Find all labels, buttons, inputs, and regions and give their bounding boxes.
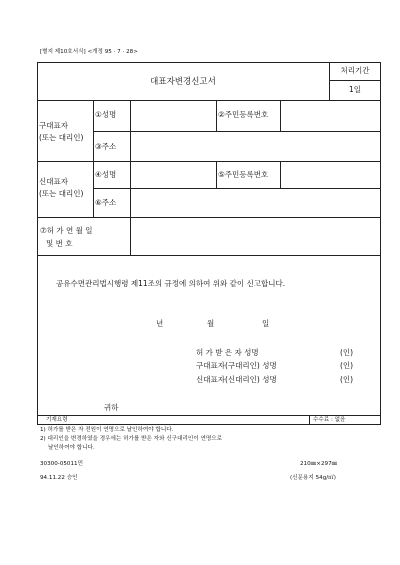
- old-rep-sublabel: (또는 대리인): [39, 133, 84, 142]
- notes-title: 기재요령: [46, 417, 68, 423]
- divider: [329, 80, 381, 81]
- old-rep-label: 구대표자: [39, 121, 68, 130]
- old-rep-id-field[interactable]: [281, 101, 380, 130]
- permit-number-label: 및 번 호: [46, 239, 73, 248]
- permit-date-label: ⑦허 가 연 월 일: [40, 226, 93, 235]
- signer-old-rep: 구대표자(구대리인) 성명: [196, 361, 277, 370]
- new-rep-address-label: ⑥주소: [95, 198, 117, 207]
- declaration-text: 공유수면관리법시행령 제11조의 규정에 의하여 위와 같이 신고합니다.: [56, 279, 286, 288]
- seal-mark: (인): [340, 361, 354, 370]
- form-title: 대표자변경신고서: [150, 77, 216, 87]
- note-item: 1) 허가를 받은 자 전원이 연명으로 날인하여야 합니다.: [40, 427, 174, 433]
- divider: [309, 415, 310, 425]
- new-rep-id-field[interactable]: [281, 162, 380, 187]
- permit-field[interactable]: [131, 218, 380, 254]
- seal-mark: (인): [340, 375, 354, 384]
- old-rep-name-field[interactable]: [131, 101, 215, 130]
- new-rep-sublabel: (또는 대리인): [39, 189, 84, 198]
- approval-date: 94.11.22 승인: [40, 475, 78, 481]
- new-rep-name-field[interactable]: [131, 162, 215, 187]
- form-code: 30300-05011민: [40, 461, 84, 467]
- form-number: [별지 제10호서식] <개정 95 · 7 · 28>: [40, 49, 138, 55]
- divider: [37, 415, 381, 416]
- divider: [216, 100, 217, 131]
- date-month: 월: [207, 319, 215, 328]
- signer-new-rep: 신대표자(신대리인) 성명: [196, 375, 277, 384]
- seal-mark: (인): [340, 348, 354, 357]
- fee-label: 수수료 : 없음: [313, 417, 346, 423]
- note-item: 2) 대리인을 변경하였을 경우에는 허가를 받은 자와 신구대리인이 연명으로: [40, 436, 223, 442]
- processing-period-label: 처리기간: [340, 66, 370, 75]
- new-rep-id-label: ⑤주민등록번호: [218, 170, 269, 179]
- paper-size: 210㎜×297㎜: [300, 461, 338, 467]
- signer-permit-holder: 허 가 받 은 자 성명: [196, 348, 259, 357]
- addressee: 귀하: [104, 403, 119, 412]
- old-rep-id-label: ②주민등록번호: [218, 110, 269, 119]
- new-rep-name-label: ④성명: [95, 170, 117, 179]
- date-year: 년: [156, 319, 164, 328]
- old-rep-address-label: ③주소: [95, 142, 117, 151]
- new-rep-label: 신대표자: [39, 177, 68, 186]
- processing-period-value: 1일: [348, 85, 362, 94]
- note-item: 날인하여야 합니다.: [48, 445, 95, 451]
- new-rep-address-field[interactable]: [131, 189, 380, 216]
- date-day: 일: [262, 319, 270, 328]
- divider: [37, 255, 381, 256]
- divider: [93, 100, 94, 217]
- divider: [216, 161, 217, 188]
- old-rep-name-label: ①성명: [95, 110, 117, 119]
- old-rep-address-field[interactable]: [131, 132, 380, 160]
- paper-spec: (신문용지 54g/㎡): [290, 475, 336, 481]
